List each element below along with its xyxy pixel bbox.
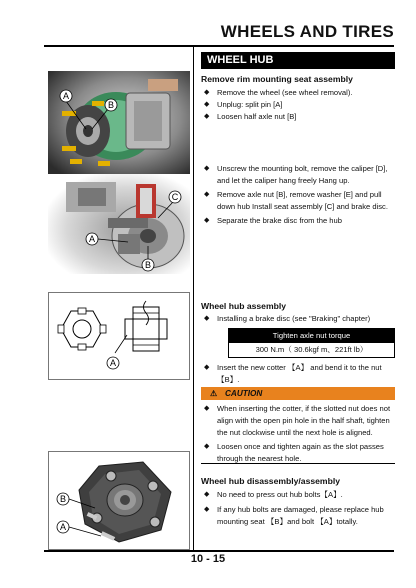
list-item: ◆ Insert the new cotter 【A】 and bend it to the nut 【B】. xyxy=(204,363,382,384)
hub-photo-1 xyxy=(48,71,190,175)
callout-img4-a: A xyxy=(59,522,67,532)
heading-remove-rim-seat: Remove rim mounting seat assembly xyxy=(201,74,353,84)
diamond-bullet-icon: ◆ xyxy=(204,89,210,96)
hub-seat-photo xyxy=(48,451,190,550)
diamond-bullet-icon: ◆ xyxy=(204,191,210,198)
caution-end-rule xyxy=(201,463,395,464)
section-title-wheel-hub: WHEEL HUB xyxy=(201,52,395,69)
list-item: ◆ If any hub bolts are damaged, please replace hub mounting seat 【B】and bolt 【A】totally. xyxy=(204,505,384,526)
caution-label: CAUTION xyxy=(225,389,263,398)
callout-img3-a: A xyxy=(109,358,117,368)
list-remove-rim-seat xyxy=(201,87,395,123)
callout-img1-a: A xyxy=(62,91,70,101)
list-item: ◆ Installing a brake disc (see "Braking" chapter) xyxy=(204,314,371,323)
diamond-bullet-icon: ◆ xyxy=(204,113,210,120)
diamond-bullet-icon: ◆ xyxy=(204,101,210,108)
nut-cotter-diagram xyxy=(48,292,190,380)
list-insert-cotter xyxy=(201,362,395,386)
callout-img2-b: B xyxy=(144,260,152,270)
diamond-bullet-icon: ◆ xyxy=(204,491,210,498)
diamond-bullet-icon: ◆ xyxy=(204,443,210,450)
diamond-bullet-icon: ◆ xyxy=(204,405,210,412)
callout-img4-b: B xyxy=(59,494,67,504)
heading-wheel-hub-assembly: Wheel hub assembly xyxy=(201,301,287,311)
list-wheel-hub-assembly xyxy=(201,313,395,325)
diamond-bullet-icon: ◆ xyxy=(204,315,210,322)
callout-img2-a: A xyxy=(88,234,96,244)
list-hub-disassembly xyxy=(201,489,395,528)
callout-img1-b: B xyxy=(107,100,115,110)
diamond-bullet-icon: ◆ xyxy=(204,506,210,513)
list-item: ◆ Separate the brake disc from the hub xyxy=(204,216,342,225)
diamond-bullet-icon: ◆ xyxy=(204,217,210,224)
diamond-bullet-icon: ◆ xyxy=(204,165,210,172)
list-remove-caliper xyxy=(201,163,395,227)
torque-table xyxy=(228,328,395,358)
list-item: ◆ Remove the wheel (see wheel removal). xyxy=(204,88,353,97)
diamond-bullet-icon: ◆ xyxy=(204,364,210,371)
list-item: ◆ Unplug: split pin [A] xyxy=(204,100,283,109)
caution-bar xyxy=(201,387,395,400)
list-item: ◆ Loosen once and tighten again as the slot passes through the nearest hole. xyxy=(204,442,384,463)
page-header-title: WHEELS AND TIRES xyxy=(220,22,394,41)
torque-table-value: 300 N.m（ 30.6kgf m、221ft lb） xyxy=(255,345,368,354)
list-item: ◆ When inserting the cotter, if the slotted nut does not align with the open pin hole in the half shaft, tighten the nut clockwise until the next hole is aligned. xyxy=(204,404,391,437)
callout-img2-c: C xyxy=(171,192,179,202)
torque-table-header: Tighten axle nut torque xyxy=(229,329,394,343)
footer-rule xyxy=(44,550,394,552)
list-caution xyxy=(201,403,395,465)
list-item: ◆ Loosen half axle nut [B] xyxy=(204,112,297,121)
heading-hub-disassembly: Wheel hub disassembly/assembly xyxy=(201,476,340,486)
hub-photo-2 xyxy=(48,174,190,274)
column-divider xyxy=(193,47,194,550)
list-item: ◆ Unscrew the mounting bolt, remove the caliper [D], and let the caliper hang freely Hang up. xyxy=(204,164,388,185)
header-rule xyxy=(44,45,394,47)
list-item: ◆ No need to press out hub bolts【A】. xyxy=(204,490,343,499)
page-number: 10 - 15 xyxy=(190,553,226,565)
list-item: ◆ Remove axle nut [B], remove washer [E] and pull down hub Install seat assembly [C] and brake disc. xyxy=(204,190,388,211)
warning-triangle-icon: ⚠ xyxy=(210,389,218,398)
